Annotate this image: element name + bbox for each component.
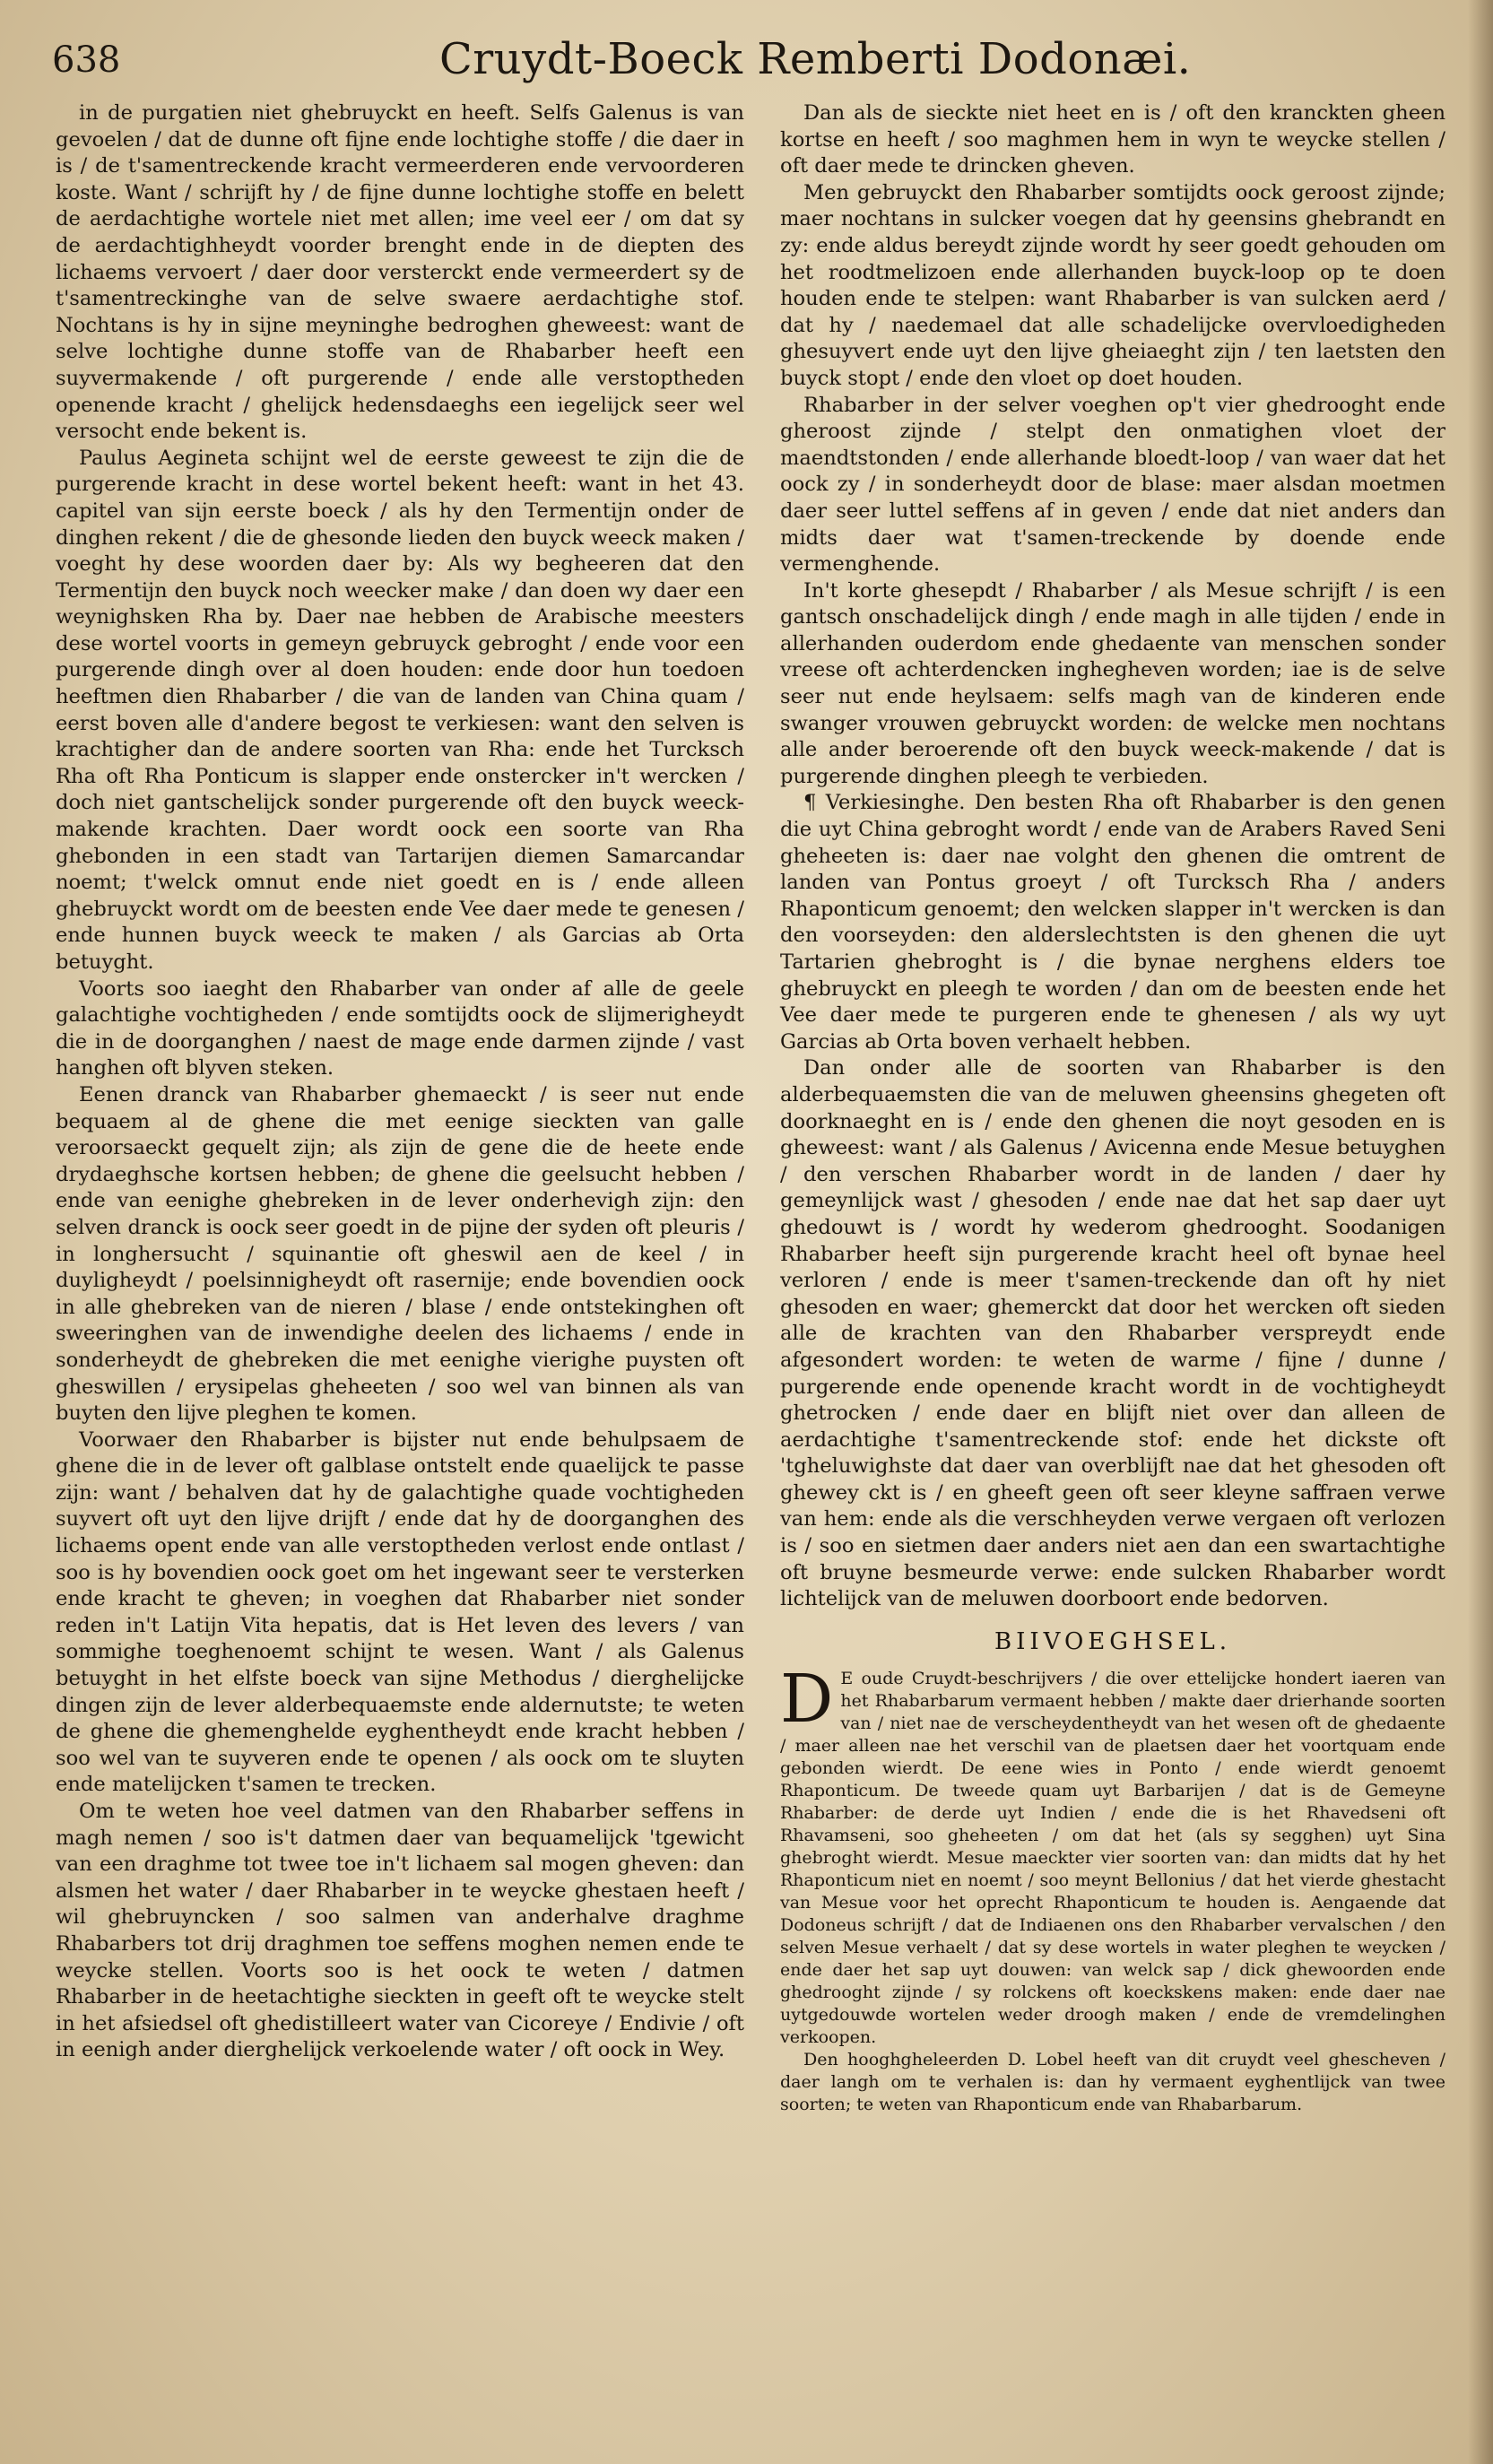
page-gutter-shadow [1468,0,1493,2464]
supplement-paragraph [780,1661,1445,2049]
paragraph: Paulus Aegineta schijnt wel de eerste geweest te zijn die de purgerende kracht in dese wortel bekent heeft: want in het 43. capitel van sijn eerste boeck / als hy den Termentijn onder de dinghen rekent / die de ghesonde lieden den buyck weeck maken / voeght hy dese woorden daer by: Als wy begheeren dat den Termentijn den buyck noch weecker make / dan doen wy daer een weynighsken Rha by. Daer nae hebben de Arabische meesters dese wortel voorts in gemeyn gebruyck gebroght / ende voor een purgerende dingh over al doen houden: ende door hun toedoen heeftmen dien Rhabarber / die van de landen van China quam / eerst boven alle d'andere begost te verkiesen: want den selven is krachtigher dan de andere soorten van Rha: ende het Turcksch Rha oft Rha Ponticum is slapper ende onstercker in't wercken / doch niet gantschelijck sonder purgerende oft den buyck weeck-makende krachten. Daer wordt oock een soorte van Rha ghebonden in een stadt van Tartarijen diemen Samarcandar noemt; t'welck omnut ende niet goedt en is / ende alleen ghebruyckt wordt om de beesten ende Vee daer mede te genesen / ende hunnen buyck weeck te maken / als Garcias ab Orta betuyght. [56,446,744,974]
left-column [56,100,744,2064]
drop-cap: D [780,1661,834,1739]
supplement-text: E oude Cruydt-beschrijvers / die over ettelijcke hondert iaeren van het Rhabarbarum vermaent hebben / makte daer drierhande soorten van / niet nae de verscheydentheydt van het wesen oft de ghedaente / maer alleen nae het verschil van de plaetsen daer het voortquam ende gebonden wierdt. De eene wies in Ponto / ende wierdt genoemt Rhaponticum. De tweede quam uyt Barbarijen / dat is de Gemeyne Rhabarber: de derde uyt Indien / ende die is het Rhavedseni oft Rhavamseni, soo gheheeten / om dat het (als sy segghen) uyt Sina ghebroght wierdt. Mesue maeckter vier soorten van: dan midts dat hy het Rhaponticum niet en noemt / soo meynt Bellonius / dat het vierde ghestacht van Mesue voor het oprecht Rhaponticum te houden is. Aengaende dat Dodoneus schrijft / dat de Indiaenen ons den Rhabarber vervalschen / den selven Mesue verhaelt / dat sy dese wortels in water pleghen te weycken / ende daer het sap uyt douwen: van welck sap / dick ghewoorden ende ghedrooght zijnde / sy rolckens oft koeckskens maken: ende daer nae uytgedouwde wortelen weder droogh maken / ende de vremdelinghen verkoopen. [780,1669,1445,2048]
paragraph: Dan onder alle de soorten van Rhabarber is den alderbequaemsten die van de meluwen gheensins ghegeten oft doorknaeght en is / ende den ghenen die noyt gesoden en is gheweest: want / als Galenus / Avicenna ende Mesue betuyghen / den verschen Rhabarber wordt in de landen / daer hy gemeynlijck wast / ghesoden / ende nae dat het sap daer uyt ghedouwt is / wordt hy wederom ghedrooght. Soodanigen Rhabarber heeft sijn purgerende kracht heel oft bynae heel verloren / ende is meer t'samen-treckende dan oft hy niet ghesoden en waer; ghemerckt dat door het wercken oft sieden alle de krachten van den Rhabarber verspreydt ende afgesondert worden: te weten de warme / fijne / dunne / purgerende ende openende kracht wordt in de vochtigheydt ghetrocken / ende daer en blijft niet over dan alleen de aerdachtighe t'samentreckende stof: ende het dickste oft 'tgheluwighste dat daer van overblijft nae dat het ghesoden oft ghewey ckt is / en gheeft geen oft seer kleyne saffraen verwe van hem: ende als die verschheyden verwe vergaen oft verlozen is / soo en sietmen daer anders niet aen dan een swartachtighe oft bruyne besmeurde verwe: ende sulcken Rhabarber wordt lichtelijck van de meluwen doorboort ende bedorven. [780,1056,1445,1611]
paragraph: In't korte ghesepdt / Rhabarber / als Mesue schrijft / is een gantsch onschadelijck dingh / ende magh in alle tijden / ende in allerhanden ouderdom ende ghedaente van menschen sonder vreese oft achterdencken inghegheven worden; iae is de selve seer nut ende heylsaem: selfs magh van de kinderen ende swanger vrouwen gebruyckt worden: de welcke men nochtans alle ander beroerende oft den buyck weeck-makende / dat is purgerende dinghen pleegh te verbieden. [780,578,1445,788]
section-heading: BIIVOEGHSEL. [994,1627,1232,1655]
paragraph: Dan als de sieckte niet heet en is / oft den kranckten gheen kortse en heeft / soo maghmen hem in wyn te weycke stellen / oft daer mede te drincken gheven. [780,101,1445,178]
supplement-paragraph: Den hooghgheleerden D. Lobel heeft van dit cruydt veel ghescheven / daer langh om te verhalen is: dan hy vermaent eyghentlijck van twee soorten; te weten van Rhaponticum ende van Rhabarbarum. [780,2050,1445,2115]
paragraph: in de purgatien niet ghebruyckt en heeft. Selfs Galenus is van gevoelen / dat de dunne oft fijne ende lochtighe stoffe / die daer in is / de t'samentreckende kracht vermeerderen ende vervoorderen koste. Want / schrijft hy / de fijne dunne lochtighe stoffe en belett de aerdachtighe wortele niet met allen; ime veel eer / om dat sy de aerdachtighheydt voorder brenght ende in de diepten des lichaems vervoert / daer door versterckt ende vermeerdert sy de t'samentreckinghe van de selve swaere aerdachtighe stof. Nochtans is hy in sijne meyninghe bedroghen gheweest: want de selve lochtighe dunne stoffe van de Rhabarber heeft een suyvermakende / oft purgerende / ende alle verstoptheden openende kracht / ghelijck hedensdaeghs een iegelijck seer wel versocht ende bekent is. [56,101,744,444]
right-column [780,100,1445,2116]
running-title: Cruydt-Boeck Remberti Dodonæi. [439,34,1192,84]
paragraph: Voorts soo iaeght den Rhabarber van onder af alle de geele galachtighe vochtigheden / ende somtijdts oock de slijmerigheydt die in de doorganghen / naest de mage ende darmen zijnde / vast hanghen oft blyven steken. [56,976,744,1080]
paragraph: ¶ Verkiesinghe. Den besten Rha oft Rhabarber is den genen die uyt China gebroght wordt / ende van de Arabers Raved Seni gheheeten is: daer nae volght den ghenen die omtrent de landen van Pontus groeyt / oft Turcksch Rha / anders Rhaponticum genoemt; den welcken slapper in't wercken is dan den voorseyden: den alderslechtsten is den ghenen die uyt Tartarien ghebroght is / die bynae nerghens elders toe ghebruyckt en pleegh te worden / dan om de beesten ende het Vee daer mede te purgeren ende te ghenesen / als wy uyt Garcias ab Orta boven verhaelt hebben. [780,791,1445,1054]
paragraph: Om te weten hoe veel datmen van den Rhabarber seffens in magh nemen / soo is't datmen daer van bequamelijck 'tgewicht van een draghme tot twee toe in't lichaem sal mogen gheven: dan alsmen het water / daer Rhabarber in te weycke ghestaen heeft / wil ghebruyncken / soo salmen van anderhalve draghme Rhabarbers tot drij draghmen toe seffens moghen nemen ende te weycke stellen. Voorts soo is het oock te weten / datmen Rhabarber in de heetachtighe sieckten in geeft oft te weycke stelt in het afsiedsel oft ghedistilleert water van Cicoreye / Endivie / oft in eenigh ander dierghelijck verkoelende water / oft oock in Wey. [56,1800,744,2062]
paragraph: Men gebruyckt den Rhabarber somtijdts oock geroost zijnde; maer nochtans in sulcker voegen dat hy geensins ghebrandt en zy: ende aldus bereydt zijnde wordt hy seer goedt gehouden om het roodtmelizoen ende allerhanden buyck-loop op te doen houden ende te stelpen: want Rhabarber is van sulcken aerd / dat hy / naedemael dat alle schadelijcke overvloedigheden ghesuyvert ende uyt den lijve gheiaeght zijn / ten laetsten den buyck stopt / ende den vloet op doet houden. [780,180,1445,390]
paragraph: Eenen dranck van Rhabarber ghemaeckt / is seer nut ende bequaem al de ghene die met eenige sieckten van galle veroorsaeckt gequelt zijn; als zijn de gene die de heete ende drydaeghsche kortsen hebben; de ghene die geelsucht hebben / ende van eenighe ghebreken in de lever onderhevigh zijn: den selven dranck is oock seer goedt in de pijne der syden oft pleuris / in longhersucht / squinantie oft gheswil aen de keel / in duyligheydt / poelsinnigheydt oft rasernije; ende bovendien oock in alle ghebreken van de nieren / blase / ende ontstekinghen oft sweeringhen van de inwendighe deelen des lichaems / ende in sonderheydt de ghebreken die met eenighe vierighe puysten oft gheswillen / erysipelas gheheeten / soo wel van binnen als van buyten den lijve pleghen te komen. [56,1082,744,1426]
paragraph: Voorwaer den Rhabarber is bijster nut ende behulpsaem de ghene die in de lever oft galblase ontstelt ende quaelijck te passe zijn: want / behalven dat hy de galachtighe quade vochtigheden suyvert oft uyt den lijve drijft / ende dat hy de doorganghen des lichaems opent ende van alle verstoptheden verlost ende ontlast / soo is hy bovendien oock goet om het ingewant seer te versterken ende kracht te gheven; in voeghen dat Rhabarber niet sonder reden in't Latijn Vita hepatis, dat is Het leven des levers / van sommighe toeghenoemt schijnt te wesen. Want / als Galenus betuyght in het elfste boeck van sijne Methodus / dierghelijcke dingen zijn de lever alderbequaemste ende aldernutste; te weten de ghene die ghemenghelde eyghentheydt ende kracht hebben / soo wel van te suyveren ende te openen / als oock om te sluyten ende matelijcken t'samen te trecken. [56,1427,744,1797]
page-header [0,32,1493,95]
paragraph: Rhabarber in der selver voeghen op't vier ghedrooght ende gheroost zijnde / stelpt den onmatighen vloet der maendtstonden / ende allerhande bloedt-loop / van waer dat het oock zy / in sonderheydt door de blase: maer alsdan moetmen daer seer luttel seffens af in geven / ende dat niet anders dan midts daer wat t'samen-treckende by doende ende vermenghende. [780,393,1445,577]
page-number: 638 [52,39,121,81]
